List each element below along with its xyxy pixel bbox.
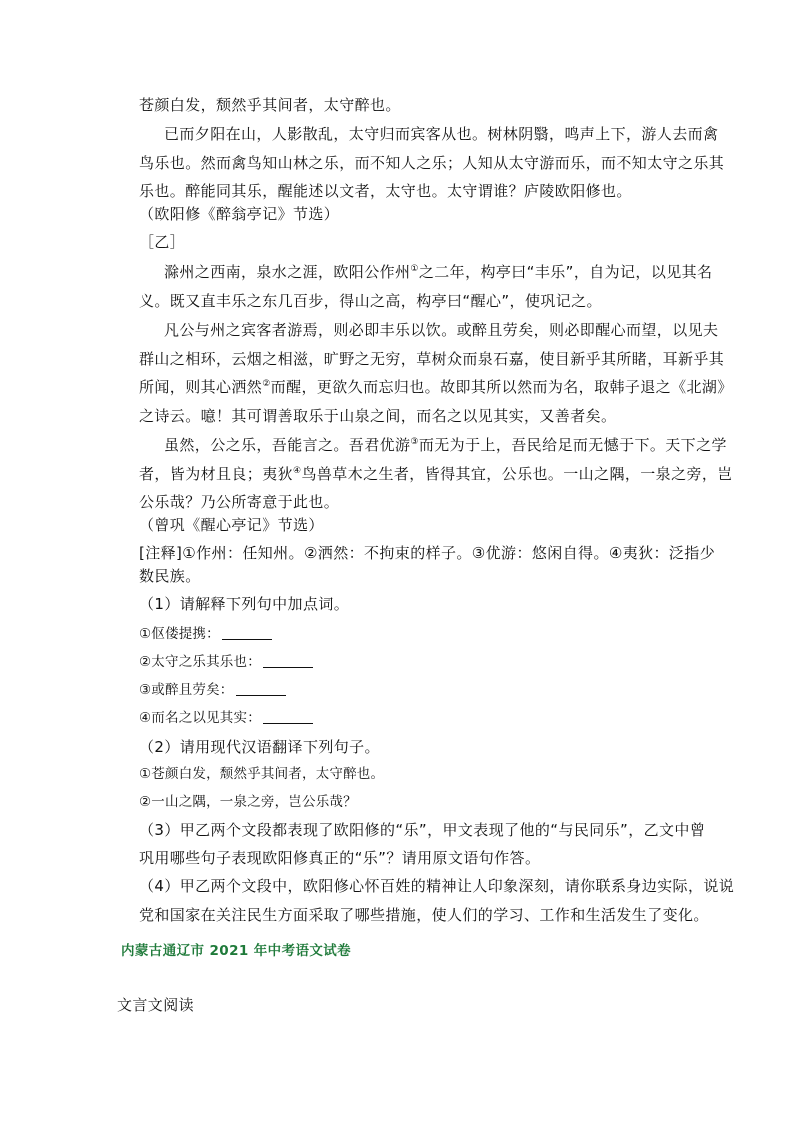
yi-source: （曾巩《醒心亭记》节选） [139,516,324,534]
yi-p2-line1: 凡公与州之宾客者游焉，则必即丰乐以饮。或醉且劳矣，则必即醒心而望，以见夫 [164,321,719,339]
question-2-item-2: ②一山之隅，一泉之旁，岂公乐哉？ [139,794,357,810]
answer-blank[interactable] [222,625,272,640]
next-section-subtitle: 文言文阅读 [117,996,195,1014]
question-1-title: （1）请解释下列句中加点词。 [139,595,350,613]
question-1-item-4: ④而名之以见其实： [139,708,313,728]
note-marker-3: ③ [410,437,419,447]
notes-line1: [注释]①作州：任知州。②洒然：不拘束的样子。③优游：悠闲自得。④夷狄：泛指少 [139,544,716,562]
yi-p2-line4: 之诗云。噫！其可谓善取乐于山泉之间，而名之以见其实，又善者矣。 [139,407,617,425]
note-marker-4: ④ [293,466,302,476]
yi-p2-line3: 所闻，则其心洒然②而醒，更欲久而忘归也。故即其所以然而为名，取韩子退之《北湖》 [139,378,733,396]
question-2-item-1: ①苍颜白发，颓然乎其间者，太守醉也。 [139,766,385,782]
question-2-title: （2）请用现代汉语翻译下列句子。 [139,738,380,756]
note-marker-2: ② [262,379,271,389]
next-section-title: 内蒙古通辽市 2021 年中考语文试卷 [121,943,352,959]
answer-blank[interactable] [263,653,313,668]
question-1-item-2: ②太守之乐其乐也： [139,652,313,672]
yi-p2-line2: 群山之相环，云烟之相滋，旷野之无穷，草树众而泉石嘉，使目新乎其所睹，耳新乎其 [139,350,725,368]
notes-line2: 数民族。 [139,567,201,585]
answer-blank[interactable] [236,681,286,696]
yi-label: ［乙］ [139,233,186,251]
yi-p3-line3: 公乐哉？乃公所寄意于此也。 [139,493,340,511]
jia-p2-line2: 鸟乐也。然而禽鸟知山林之乐，而不知人之乐；人知从太守游而乐，而不知太守之乐其 [139,154,725,172]
jia-p1-end: 苍颜白发，颓然乎其间者，太守醉也。 [139,96,401,114]
yi-p1-line1: 滁州之西南，泉水之涯，欧阳公作州①之二年，构亭曰“丰乐”，自为记，以见其名 [164,263,713,281]
jia-p2-line1: 已而夕阳在山，人影散乱，太守归而宾客从也。树林阴翳，鸣声上下，游人去而禽 [164,125,719,143]
question-4-line2: 党和国家在关注民生方面采取了哪些措施，使人们的学习、工作和生活发生了变化。 [139,906,709,924]
question-1-item-1: ①伛偻提携： [139,624,272,644]
question-4-line1: （4）甲乙两个文段中，欧阳修心怀百姓的精神让人印象深刻，请你联系身边实际，说说 [139,877,735,895]
yi-p3-line1: 虽然，公之乐，吾能言之。吾君优游③而无为于上，吾民给足而无憾于下。天下之学 [164,436,727,454]
yi-p3-line2: 者，皆为材且良；夷狄④鸟兽草木之生者，皆得其宜，公乐也。一山之隅，一泉之旁，岂 [139,465,733,483]
answer-blank[interactable] [263,709,313,724]
jia-source: （欧阳修《醉翁亭记》节选） [139,205,340,223]
question-3-line1: （3）甲乙两个文段都表现了欧阳修的“乐”，甲文表现了他的“与民同乐”，乙文中曾 [139,821,706,839]
note-marker-1: ① [410,264,419,274]
yi-p1-line2: 义。既又直丰乐之东几百步，得山之高，构亭曰“醒心”，使巩记之。 [139,292,602,310]
jia-p2-line3: 乐也。醉能同其乐，醒能述以文者，太守也。太守谓谁？庐陵欧阳修也。 [139,182,632,200]
question-1-item-3: ③或醉且劳矣： [139,680,286,700]
question-3-line2: 巩用哪些句子表现欧阳修真正的“乐”？请用原文语句作答。 [139,849,541,867]
